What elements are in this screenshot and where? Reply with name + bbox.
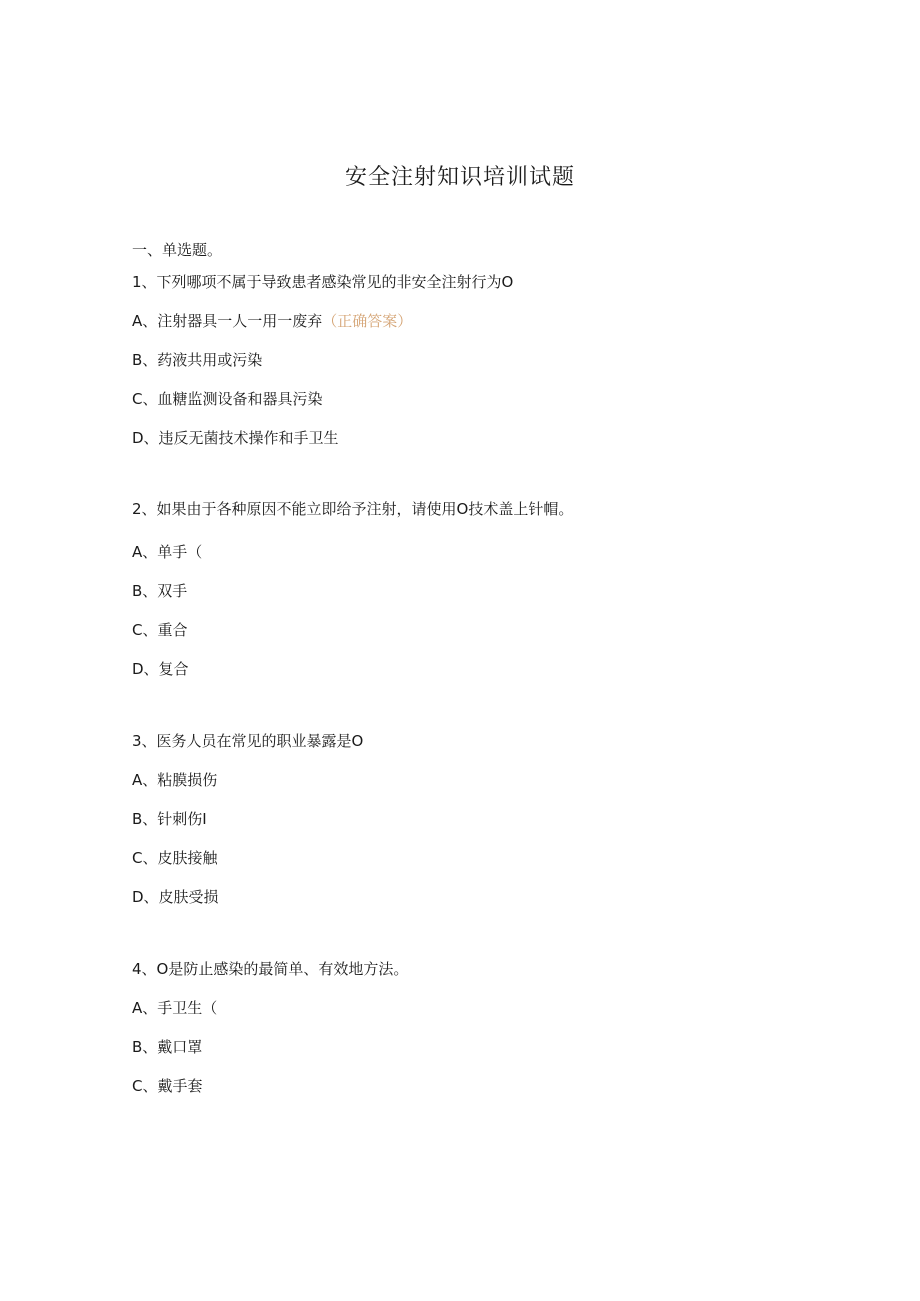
page-title: 安全注射知识培训试题 xyxy=(344,165,575,190)
question-1-option-b: B、药液共用或污染 xyxy=(132,351,263,369)
question-3-stem: 3、医务人员在常见的职业暴露是O xyxy=(132,732,364,750)
question-4-option-c: C、戴手套 xyxy=(132,1077,203,1095)
question-1-option-d: D、违反无菌技术操作和手卫生 xyxy=(132,429,339,447)
question-1-option-a xyxy=(132,311,412,331)
question-4-option-a: A、手卫生（ xyxy=(132,999,218,1017)
question-3-option-d: D、皮肤受损 xyxy=(132,888,219,906)
option-text: A、注射器具一人一用一废弃 xyxy=(132,312,323,330)
question-3-option-a: A、粘膜损伤 xyxy=(132,771,218,789)
question-4-stem: 4、O是防止感染的最简单、有效地方法。 xyxy=(132,960,409,978)
question-3-option-b: B、针刺伤I xyxy=(132,810,207,828)
correct-answer-mark: （正确答案） xyxy=(322,312,413,330)
question-2-stem: 2、如果由于各种原因不能立即给予注射，请使用O技术盖上针帽。 xyxy=(132,500,574,518)
question-2-option-c: C、重合 xyxy=(132,621,188,639)
question-1-option-c: C、血糖监测设备和器具污染 xyxy=(132,390,323,408)
question-3-option-c: C、皮肤接触 xyxy=(132,849,218,867)
question-2-option-d: D、复合 xyxy=(132,660,189,678)
question-2-option-a: A、单手（ xyxy=(132,543,203,561)
question-1-stem: 1、下列哪项不属于导致患者感染常见的非安全注射行为O xyxy=(132,273,514,291)
section-heading: 一、单选题。 xyxy=(132,241,223,259)
question-2-option-b: B、双手 xyxy=(132,582,188,600)
question-4-option-b: B、戴口罩 xyxy=(132,1038,203,1056)
